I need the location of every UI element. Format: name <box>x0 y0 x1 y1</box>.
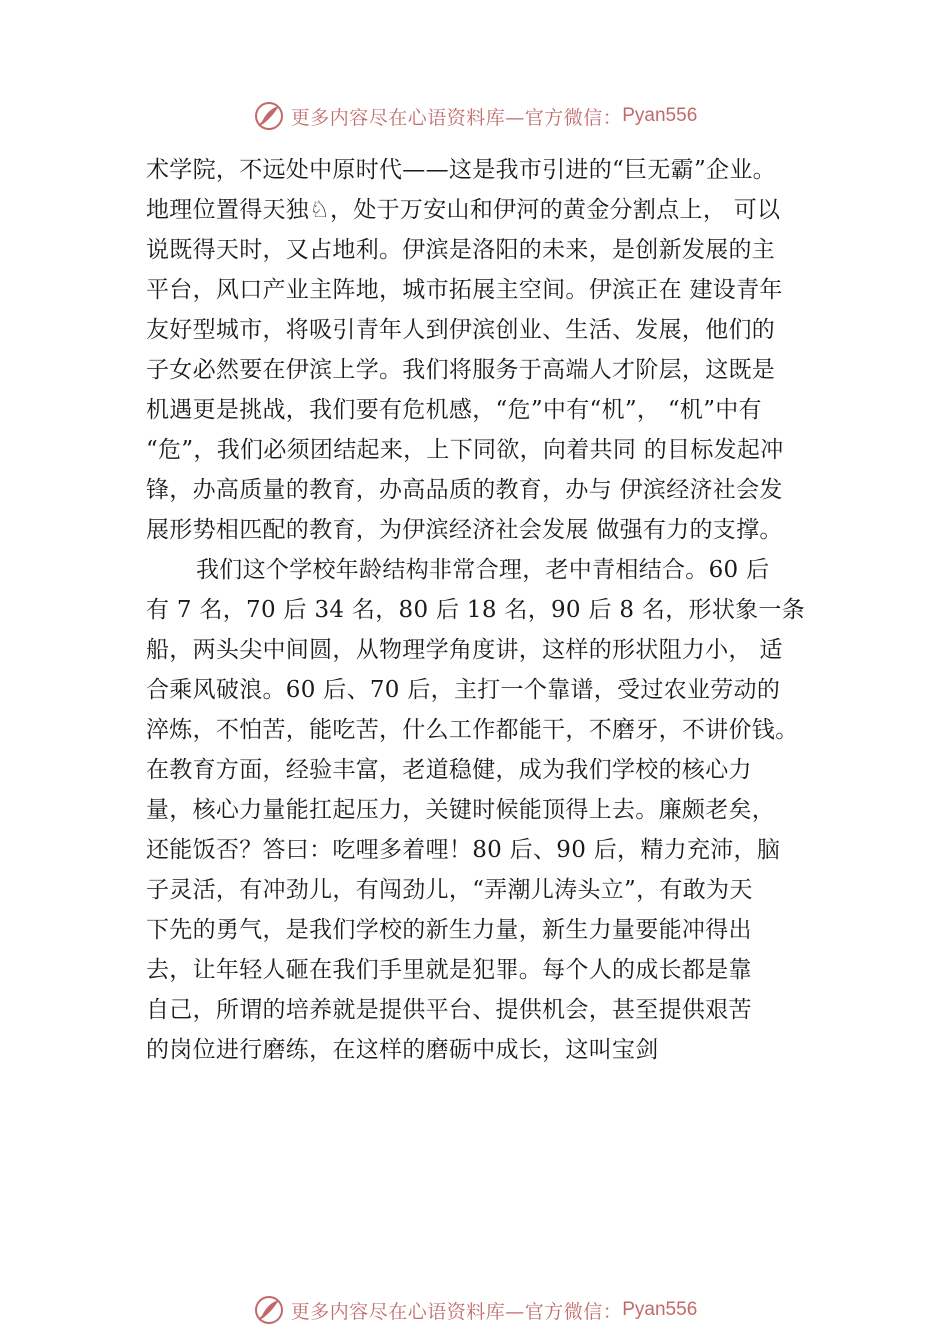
header-banner <box>0 96 950 136</box>
text-line: 术学院，不远处中原时代——这是我市引进的“巨无霸”企业。 <box>146 157 776 183</box>
text-line: 展形势相匹配的教育，为伊滨经济社会发展 做强有力的支撑。 <box>146 517 783 543</box>
text-line: 有 7 名，70 后 34 名，80 后 18 名，90 后 8 名，形状象一条 <box>146 597 806 623</box>
quill-logo-icon <box>253 100 285 132</box>
footer-banner <box>0 1290 950 1330</box>
footer-banner-text: 更多内容尽在心语资料库—官方微信： <box>290 1300 623 1323</box>
text-line: 在教育方面，经验丰富，老道稳健，成为我们学校的核心力 <box>146 757 752 783</box>
document-body <box>146 150 846 1070</box>
text-line: 船，两头尖中间圆，从物理学角度讲，这样的形状阻力小， 适 <box>146 637 783 663</box>
text-line: 还能饭否？答曰：吃哩多着哩！80 后、90 后，精力充沛，脑 <box>146 837 781 863</box>
text-line: 子女必然要在伊滨上学。我们将服务于高端人才阶层，这既是 <box>146 357 776 383</box>
text-line: 说既得天时，又占地利。伊滨是洛阳的未来，是创新发展的主 <box>146 237 776 263</box>
header-banner-id: Pyan556 <box>622 105 698 126</box>
text-line: 合乘风破浪。60 后、70 后，主打一个靠谱，受过农业劳动的 <box>146 677 781 703</box>
text-line: 友好型城市，将吸引青年人到伊滨创业、生活、发展，他们的 <box>146 317 776 343</box>
footer-banner-id: Pyan556 <box>622 1299 698 1320</box>
quill-logo-icon <box>253 1294 285 1326</box>
header-banner-text: 更多内容尽在心语资料库—官方微信： <box>290 106 623 129</box>
text-line: 的岗位进行磨练，在这样的磨砺中成长，这叫宝剑 <box>146 1037 659 1063</box>
text-line: 去，让年轻人砸在我们手里就是犯罪。每个人的成长都是靠 <box>146 957 752 983</box>
paragraph-start-line: 我们这个学校年龄结构非常合理，老中青相结合。60 后 <box>196 557 770 583</box>
text-line: 子灵活，有冲劲儿，有闯劲儿，“弄潮儿涛头立”，有敢为天 <box>146 877 753 903</box>
text-line: 平台，风口产业主阵地，城市拓展主空间。伊滨正在 建设青年 <box>146 277 783 303</box>
text-line: 下先的勇气，是我们学校的新生力量，新生力量要能冲得出 <box>146 917 752 943</box>
text-line: 地理位置得天独♘，处于万安山和伊河的黄金分割点上， 可以 <box>146 197 781 223</box>
text-line: “危”，我们必须团结起来，上下同欲，向着共同 的目标发起冲 <box>146 437 784 463</box>
text-line: 淬炼，不怕苦，能吃苦，什么工作都能干，不磨牙，不讲价钱。 <box>146 717 799 743</box>
text-line: 量，核心力量能扛起压力，关键时候能顶得上去。廉颇老矣， <box>146 797 776 823</box>
text-line: 机遇更是挑战，我们要有危机感，“危”中有“机”， “机”中有 <box>146 397 762 423</box>
text-line: 锋，办高质量的教育，办高品质的教育，办与 伊滨经济社会发 <box>146 477 783 503</box>
text-line: 自己，所谓的培养就是提供平台、提供机会，甚至提供艰苦 <box>146 997 752 1023</box>
